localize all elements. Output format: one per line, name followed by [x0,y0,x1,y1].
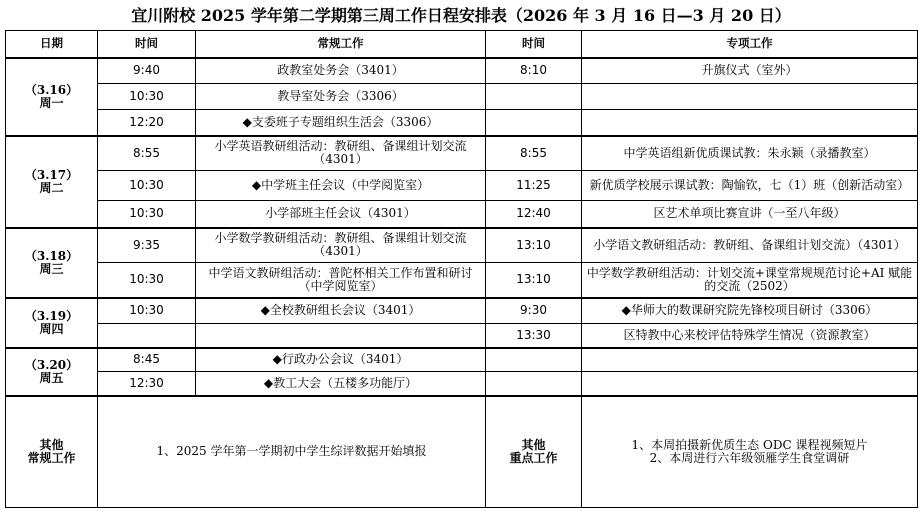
other-routine-label [6,396,98,508]
routine-time: 12:30 [98,372,196,396]
other-key-label-line-2: 重点工作 [509,450,558,465]
day-weekday: 周三 [39,261,64,276]
day-date: （3.19） [24,308,79,323]
special-time: 11:25 [486,171,582,201]
other-key-item: 2、本周进行六年级领雁学生食堂调研 [649,450,850,465]
special-task [582,84,918,110]
special-task: 升旗仪式（室外） [582,58,918,84]
table-row [6,171,918,201]
special-task: 新优质学校展示课试教：陶愉钦，七（1）班（创新活动室） [582,171,918,201]
special-time: 13:10 [486,263,582,298]
other-routine-item: 1、2025 学年第一学期初中学生综评数据开始填报 [156,444,427,459]
routine-task: 教导室处务会（3306） [196,84,486,110]
routine-task: 小学英语教研组活动：教研组、备课组计划交流（4301） [196,136,486,171]
day-date: （3.20） [24,357,79,372]
day-cell-tuesday [6,136,98,228]
other-key-item: 1、本周拍摄新优质生态 ODC 课程视频短片 [631,437,868,452]
special-task: 中学数学教研组活动：计划交流+课堂常规规范讨论+AI 赋能的交流（2502） [582,263,918,298]
special-time [486,348,582,372]
header-routine: 常规工作 [196,31,486,58]
table-row [6,84,918,110]
day-weekday: 周二 [39,180,64,195]
day-cell-thursday [6,298,98,348]
page-title: 宜川附校 2025 学年第二学期第三周工作日程安排表（2026 年 3 月 16 日—3 月 20 日） [131,6,791,25]
table-row [6,348,918,372]
special-time: 8:55 [486,136,582,171]
special-task [582,110,918,136]
day-date: （3.17） [24,167,79,182]
special-time [486,372,582,396]
table-row [6,136,918,171]
special-task: 中学英语组新优质课试教：朱永颖（录播教室） [582,136,918,171]
header-time: 时间 [98,31,196,58]
table-row [6,298,918,324]
header-time-2: 时间 [486,31,582,58]
table-row [6,263,918,298]
other-row [6,396,918,508]
routine-task: 小学数学教研组活动：教研组、备课组计划交流（4301） [196,228,486,263]
header-date: 日期 [6,31,98,58]
routine-task: 小学部班主任会议（4301） [196,201,486,228]
special-time [486,84,582,110]
other-routine-label-line-2: 常规工作 [27,450,76,465]
routine-task: 中学语文教研组活动：普陀杯相关工作布置和研讨（中学阅览室） [196,263,486,298]
routine-time: 12:20 [98,110,196,136]
routine-time: 10:30 [98,298,196,324]
routine-time: 10:30 [98,171,196,201]
routine-task: 政教室处务会（3401） [196,58,486,84]
table-row [6,58,918,84]
header-row [6,31,918,58]
other-key-label [486,396,582,508]
routine-time: 8:55 [98,136,196,171]
day-cell-friday [6,348,98,396]
table-row [6,324,918,348]
day-cell-monday [6,58,98,136]
table-row [6,201,918,228]
day-date: （3.18） [24,248,79,263]
special-task: ◆华师大的数课研究院先锋校项目研讨（3306） [582,298,918,324]
special-time: 13:10 [486,228,582,263]
special-time: 12:40 [486,201,582,228]
other-routine-notes [98,396,486,508]
other-key-label-line-1: 其他 [521,437,546,452]
routine-task [196,324,486,348]
day-cell-wednesday [6,228,98,298]
special-task [582,372,918,396]
special-task [582,348,918,372]
routine-time: 9:35 [98,228,196,263]
special-time: 13:30 [486,324,582,348]
table-row [6,110,918,136]
header-special: 专项工作 [582,31,918,58]
routine-task: ◆教工大会（五楼多功能厅） [196,372,486,396]
special-time [486,110,582,136]
other-routine-label-line-1: 其他 [39,437,64,452]
special-task: 小学语文教研组活动：教研组、备课组计划交流）（4301） [582,228,918,263]
special-time: 8:10 [486,58,582,84]
day-date: （3.16） [24,82,79,97]
table-row [6,372,918,396]
routine-task: ◆行政办公会议（3401） [196,348,486,372]
routine-time: 9:40 [98,58,196,84]
routine-task: ◆中学班主任会议（中学阅览室） [196,171,486,201]
schedule-table [5,30,918,508]
routine-time: 10:30 [98,263,196,298]
special-task: 区特教中心来校评估特殊学生情况（资源教室） [582,324,918,348]
routine-time [98,324,196,348]
routine-task: ◆支委班子专题组织生活会（3306） [196,110,486,136]
table-row [6,228,918,263]
day-weekday: 周四 [39,321,64,336]
special-time: 9:30 [486,298,582,324]
routine-time: 10:30 [98,84,196,110]
routine-time: 8:45 [98,348,196,372]
other-key-notes [582,396,918,508]
day-weekday: 周五 [39,370,64,385]
day-weekday: 周一 [39,95,64,110]
routine-time: 10:30 [98,201,196,228]
special-task: 区艺术单项比赛宣讲（一至八年级） [582,201,918,228]
routine-task: ◆全校教研组长会议（3401） [196,298,486,324]
